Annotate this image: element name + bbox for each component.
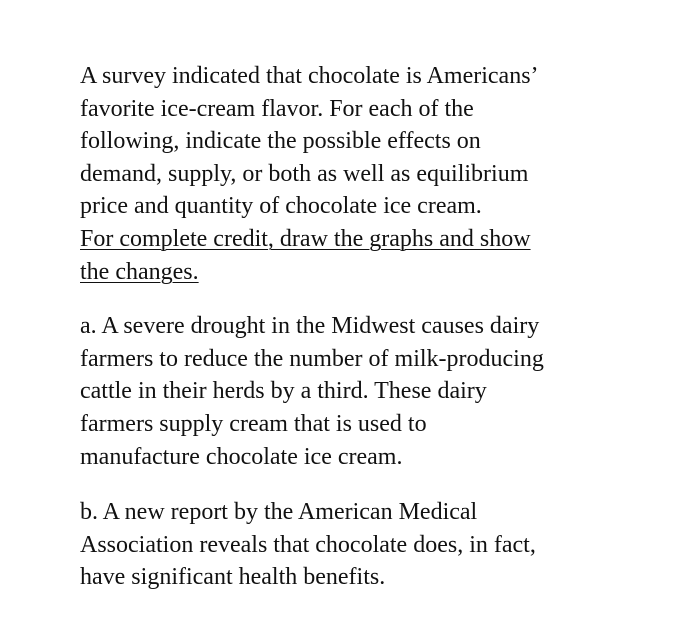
question-intro-block xyxy=(80,60,640,288)
instruction-text: For complete credit, draw the graphs and show the changes. xyxy=(80,225,531,285)
part-a-text: a. A severe drought in the Midwest causes dairy farmers to reduce the number of milk-producing cattle in their herds by a third. These dairy farmers supply cream that is used to manufacture chocolate ice cream. xyxy=(80,313,544,470)
question-intro: A survey indicated that chocolate is Americans’ favorite ice-cream flavor. For each of the following, indicate the possible effects on demand, supply, or both as well as equilibrium price and quantity of chocolate ice cream. xyxy=(80,63,539,220)
question-document xyxy=(80,60,640,594)
part-b-text: b. A new report by the American Medical Association reveals that chocolate does, in fact, have significant health benefits. xyxy=(80,499,536,591)
